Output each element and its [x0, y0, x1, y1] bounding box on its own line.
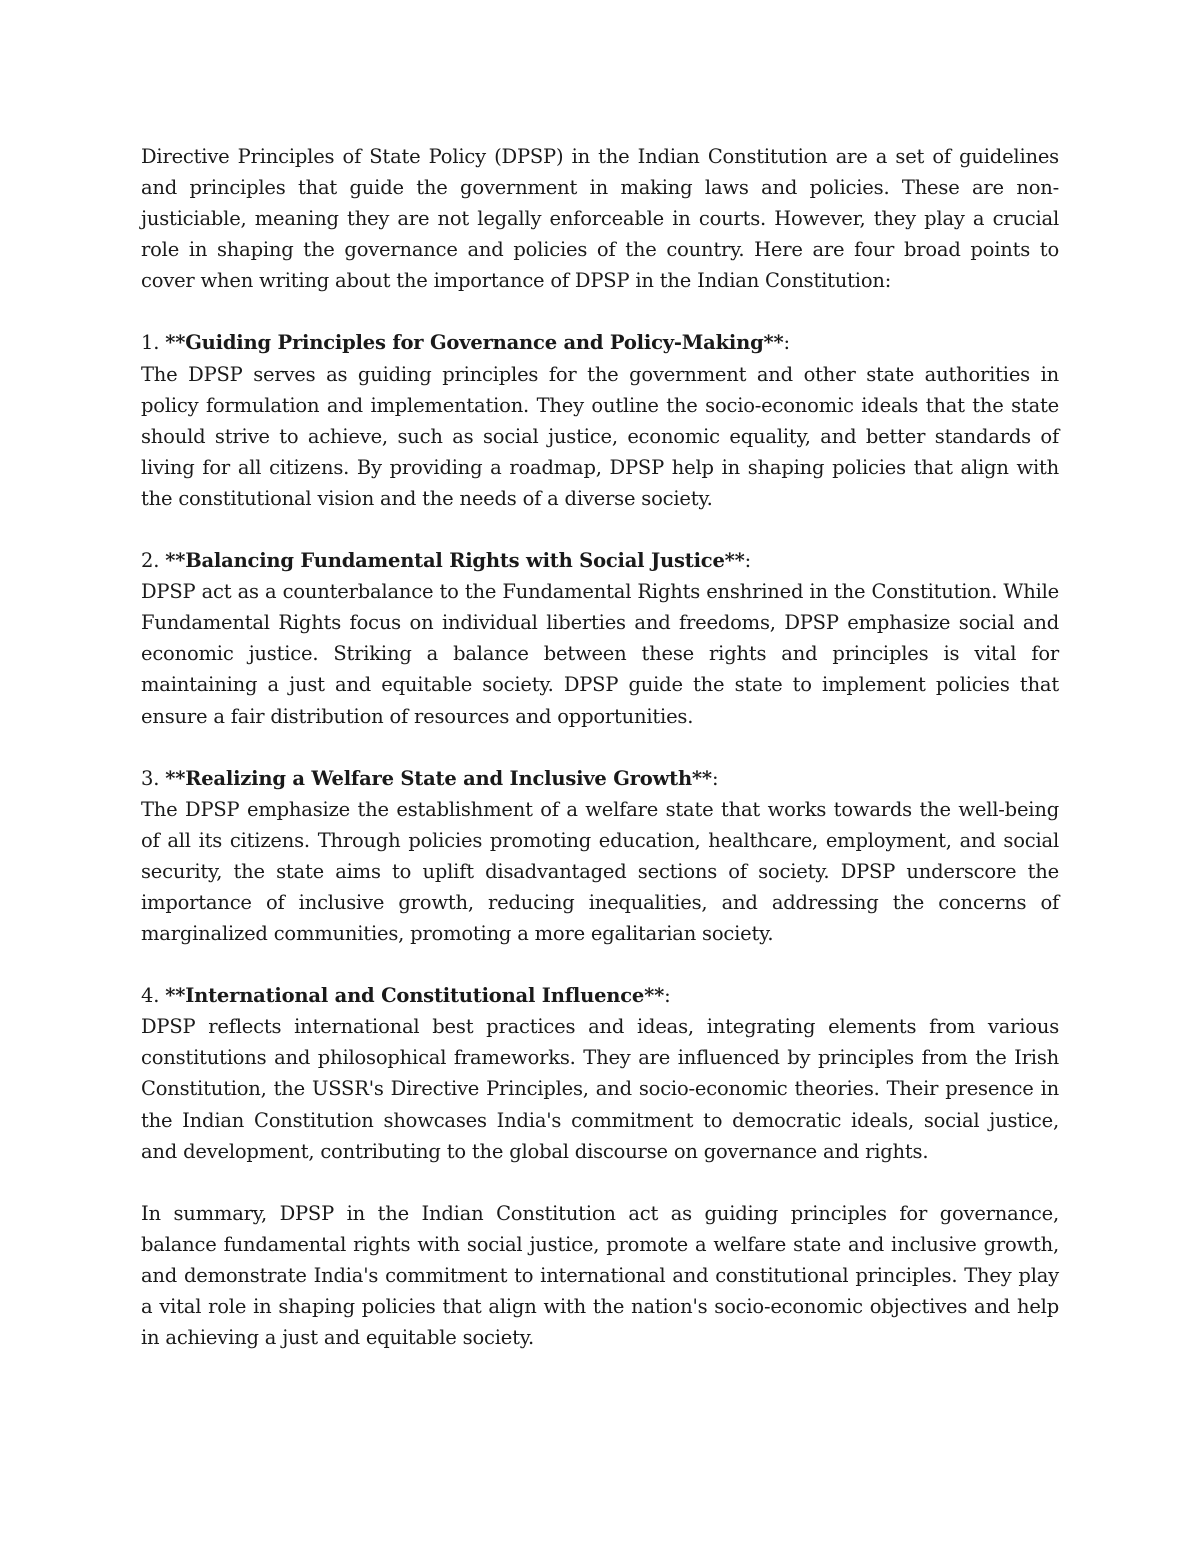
section-number: 1. — [141, 331, 166, 355]
section-number: 2. — [141, 549, 166, 573]
section-colon: : — [744, 549, 752, 573]
section-heading-2 — [141, 545, 1059, 576]
paragraph-gap — [141, 1167, 1059, 1198]
section-number: 3. — [141, 766, 166, 790]
paragraph-gap — [141, 296, 1059, 327]
section-body-1: The DPSP serves as guiding principles for the government and other state authorities in policy formulation and implementation. They outline the socio-economic ideals that the state should strive to achieve, such as social justice, economic equality, and better standards of living for all citizens. By providing a roadmap, DPSP help in shaping policies that align with the constitutional vision and the needs of a diverse society. — [141, 362, 1059, 510]
paragraph-gap — [141, 732, 1059, 763]
section-heading-3 — [141, 763, 1059, 794]
section-colon: : — [711, 766, 719, 790]
section-body-2: DPSP act as a counterbalance to the Fundamental Rights enshrined in the Constitution. While Fundamental Rights focus on individual liberties and freedoms, DPSP emphasize social and economic justice. Striking a balance between these rights and principles is vital for maintaining a just and equitable society. DPSP guide the state to implement policies that ensure a fair distribution of resources and opportunities. — [141, 580, 1059, 728]
summary-paragraph: In summary, DPSP in the Indian Constitution act as guiding principles for governance, balance fundamental rights with social justice, promote a welfare state and inclusive growth, and demonstrate India's commitment to international and constitutional principles. They play a vital role in shaping policies that align with the nation's socio-economic objectives and help in achieving a just and equitable society. — [141, 1201, 1059, 1350]
section-heading-4 — [141, 980, 1059, 1011]
paragraph-gap — [141, 514, 1059, 545]
document-page — [141, 141, 1059, 1353]
section-body-3: The DPSP emphasize the establishment of a welfare state that works towards the well-being of all its citizens. Through policies promoting education, healthcare, employment, and social security, the state aims to uplift disadvantaged sections of society. DPSP underscore the importance of inclusive growth, reducing inequalities, and addressing the concerns of marginalized communities, promoting a more egalitarian society. — [141, 797, 1059, 946]
section-colon: : — [664, 984, 671, 1008]
paragraph-gap — [141, 949, 1059, 980]
section-body-4: DPSP reflects international best practices and ideas, integrating elements from various constitutions and philosophical frameworks. They are influenced by principles from the Irish Constitution, the USSR's Directive Principles, and socio-economic theories. Their presence in the Indian Constitution showcases India's commitment to democratic ideals, social justice, and development, contributing to the global discourse on governance and rights. — [141, 1015, 1059, 1163]
section-title: **Balancing Fundamental Rights with Social Justice** — [165, 549, 745, 573]
section-title: **Realizing a Welfare State and Inclusive Growth** — [165, 766, 712, 790]
section-colon: : — [783, 331, 790, 355]
section-heading-1 — [141, 327, 1059, 358]
section-number: 4. — [141, 984, 166, 1008]
intro-paragraph: Directive Principles of State Policy (DPSP) in the Indian Constitution are a set of guidelines and principles that guide the government in making laws and policies. These are non-justiciable, meaning they are not legally enforceable in courts. However, they play a crucial role in shaping the governance and policies of the country. Here are four broad points to cover when writing about the importance of DPSP in the Indian Constitution: — [141, 145, 1059, 293]
section-title: **Guiding Principles for Governance and Policy-Making** — [165, 331, 784, 355]
section-title: **International and Constitutional Influence** — [165, 984, 665, 1008]
